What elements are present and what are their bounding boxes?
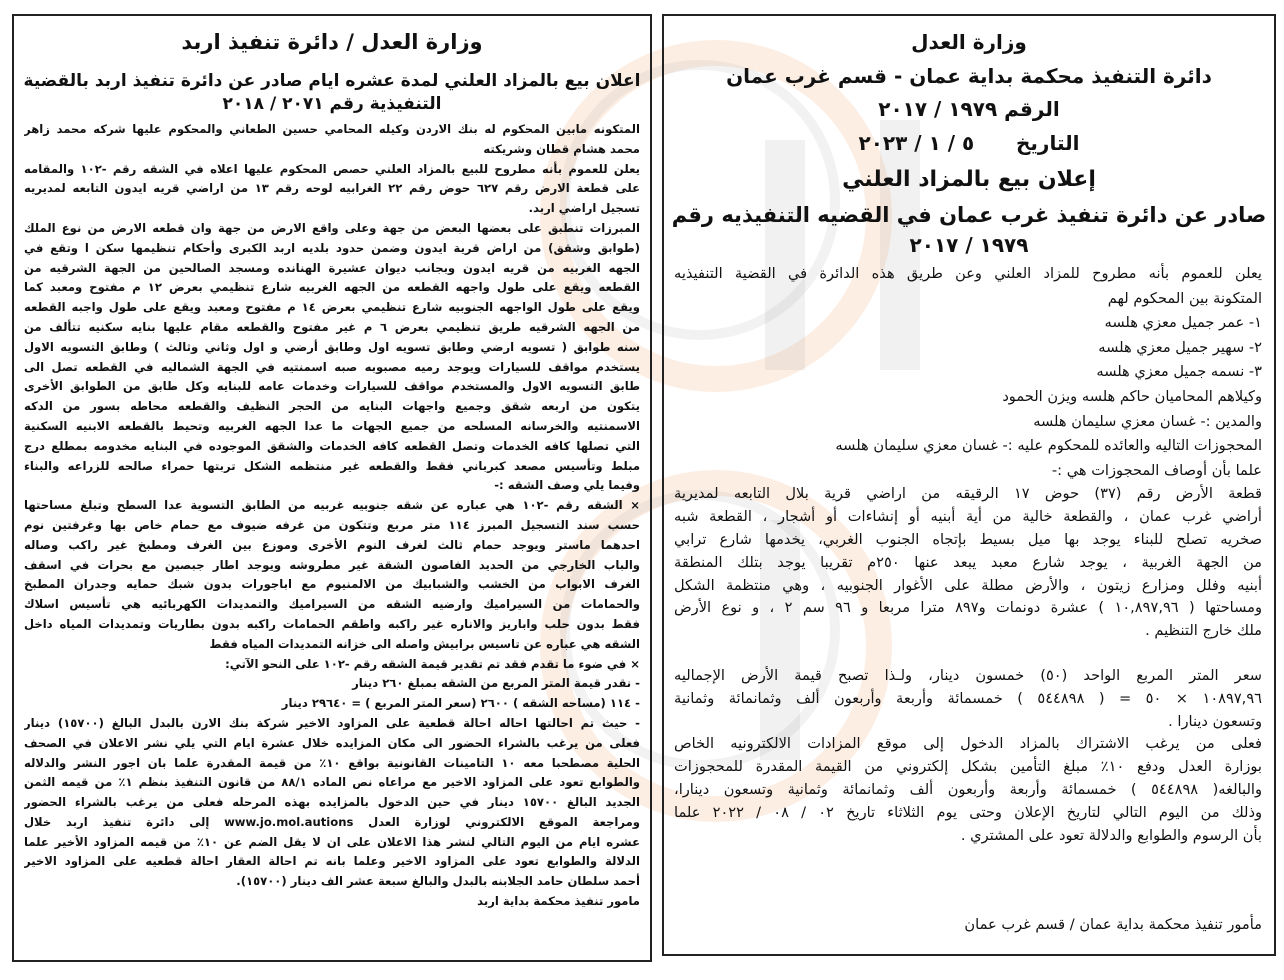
text-line: وتسعون دينارا . <box>1168 712 1262 730</box>
text-line: طابق التسويه الاول والمستخدم مواقف للسيارات وخدمات عامه للبنايه وكل طابق من الطوابق الأخرى <box>24 379 640 394</box>
paragraph <box>674 483 1262 643</box>
left-notice-title: وزارة العدل / دائرة تنفيذ اربد <box>181 30 483 54</box>
ministry-heading: وزارة العدل <box>911 30 1027 54</box>
text-line: يستخدم مواقف للسيارات ويوجد رميه مصبوبه صبه اسمنتيه في الجهة الشماليه في القطعه تصل الى <box>24 359 640 374</box>
text-line: الدلالة والطوابع تعود على المزاود الاخير وعلما بانه تم احالة العقار احالة قطعيه على المزاود الاخير <box>24 854 640 869</box>
text-line: المبرزات تنطبق على بعضها البعض من جهة وعلى واقع الارض من جهة وان قطعه الارض من نوع الملك <box>24 220 640 235</box>
text-line: التي تصلها كافه الخدمات وتصل القطعه كافه الخدمات والشقق الموجوده في البنايه مخدومه بمطلع درج <box>24 438 640 453</box>
paragraph <box>24 160 640 219</box>
text-line: قطعة الأرض رقم (٣٧) حوض ١٧ الرقيقه من اراضي قرية بلال التابعه لمديرية <box>674 485 1262 503</box>
paragraph <box>674 336 1262 361</box>
text-line: صخريه تصلح للبناء يوجد بها ميل بسيط بإتجاه الجنوب الغربي، يخدمها شارع ترابي <box>674 530 1262 548</box>
text-line: × في ضوء ما تقدم فقد تم تقدير قيمة الشقه رقم -١٠٢ على النحو الآتي: <box>225 656 640 671</box>
paragraph <box>674 434 1262 459</box>
left-notice-subtitle-line: اعلان بيع بالمزاد العلني لمدة عشره ايام صادر عن دائرة تنفيذ اربد بالقضية <box>23 71 641 91</box>
text-line: (طوابق وشقق) من اراض قرية ايدون وضمن حدود بلديه اربد الكبرى وأحكام تنظيمها سكن ا وتقع في <box>24 240 640 255</box>
text-line: القطعه ويقع على طول واجهه القطعه من الجهه الغربيه شارع تنظيمي بعرض ١٢ م مفتوح ومعبد كما <box>24 280 640 295</box>
text-line: ومراجعة الموقع الالكتروني لوزارة العدل www.jo.mol.autions إلى دائرة تنفيذ اربد خلال <box>24 814 640 829</box>
text-line: عشره ايام من اليوم التالي لنشر هذا الاعلان على ان لا يقل الضم عن ١٠٪ من قيمه المزاود الأخير علما <box>24 834 640 849</box>
text-line: بوزارة العدل ودفع ١٠٪ مبلغ التأمين بشكل إلكتروني من القيمة المقدرة للمحجوزات <box>674 758 1262 776</box>
text-line: المحجوزات التاليه والعائده للمحكوم عليه :- غسان معزي سليمان هلسه <box>835 437 1262 455</box>
text-line: الحلية مصطحبا معه ١٠ التامينات القانونية بواقع ١٠٪ من قيمة المقدرة علما بان اجور النشر والدلاله <box>24 755 640 770</box>
text-line: أحمد سلطان حامد الجلابنه بالبدل والبالغ سبعة عشر الف دينار (١٥٧٠٠). <box>236 874 640 889</box>
text-line: أراضي غرب عمان ، والقطعة خالية من أية أبنيه أو إنشاءات أو أشجار ، القطعة شبه <box>674 508 1262 526</box>
text-line: حسب سند التسجيل المبرز ١١٤ متر مربع وتتكون من غرفه ضيوف مع حمام خاص بها وغرفتين نوم <box>24 517 640 532</box>
text-line: فقط بدون حلب واباريز والاناره غير راكبه واطقم الحمامات راكبه بدون بطاريات وتمديدات المياه داخل <box>24 616 640 631</box>
text-line: وفيما يلي وصف الشقه :- <box>494 478 640 493</box>
right-notice-body <box>664 262 1274 847</box>
department-heading: دائرة التنفيذ محكمة بداية عمان - قسم غرب عمان <box>726 63 1212 88</box>
text-line: - ١١٤ (مساحه الشقه ) ٢٦٠٠ (سعر المتر المربع ) = ٢٩٦٤٠ دينار <box>281 696 640 711</box>
paragraph <box>674 262 1262 311</box>
text-line: أبنيه وفلل ومزارع زيتون ، والأرض مطلة على الأغوار الجنوبيه ، وهي منتظمة الشكل <box>674 576 1262 594</box>
text-line: من الجهه الشرقيه طريق تنظيمي بعرض ٦ م غير مفتوح والقطعه مقام عليها بنايه سكنيه تتألف من <box>24 319 640 334</box>
text-line: من الجهة الغربية ، يوجد شارع معبد يبعد عنها ٢٥٠م تقريبا يوجد بتلك المنطقة <box>674 553 1262 571</box>
paragraph <box>24 219 640 496</box>
paragraph-gap <box>674 643 1262 665</box>
text-line: الغرف الابواب من الخشب والشبابيك من الالمنيوم مع اباجورات بدون شبك حمايه وجدران المطبخ <box>24 577 640 592</box>
text-line: ٢- سهير جميل معزي هلسه <box>1098 338 1262 356</box>
text-line: وذلك من اليوم التالي لتاريخ الإعلان وحتى يوم الثلاثاء تاريخ ٠٢ / ٠٨ / ٢٠٢٢ علما <box>674 803 1262 821</box>
right-notice-west-amman <box>662 14 1276 956</box>
paragraph <box>674 459 1262 484</box>
text-line: تسجيل اراضي اربد. <box>528 201 640 216</box>
text-line: ملك خارج التنظيم . <box>1145 622 1262 640</box>
left-notice-irbid <box>12 14 652 962</box>
text-line: علما بأن أوصاف المحجوزات هي :- <box>1051 461 1262 479</box>
text-line: ٣- نسمه جميل معزي هلسه <box>1096 363 1262 381</box>
text-line: المتكونه مابين المحكوم له بنك الاردن وكيله المحامي حسين الطعاني والمحكوم عليها شركه محمد زاهر <box>24 122 640 136</box>
paragraph <box>24 714 640 892</box>
text-line: الجهه الغربيه من قريه ايدون وبجانب ديوان عشيرة الهنانده ومسجد الصالحين من الجهة الشرقيه من <box>24 260 640 275</box>
text-line: الاسمنتيه والخرسانه المسلحه من جميع الجهات ما عدا الجهه الغربيه وتحيط بالقطعه الابنيه السكنية <box>24 418 640 433</box>
text-line: الشقه هي عباره عن تاسيس برابيش واصله الى خزانه التمديدات المياه فقط <box>209 636 640 651</box>
paragraph <box>674 385 1262 410</box>
left-notice-body <box>14 120 650 912</box>
text-line: ومساحتها ( ١٠,٨٩٧,٩٦ ) عشرة دونمات و٨٩٧ مترا مربعا و ٩٦ سم ٢ ، و نوع الأرض <box>674 599 1262 617</box>
text-line: يعلن للعموم بأنه مطروح للبيع بالمزاد العلني حصص المحكوم عليها اعلاه في الشقه رقم -١٠٢ والمقامه <box>24 161 640 176</box>
reference-number: الرقم ١٩٧٩ / ٢٠١٧ <box>878 97 1060 121</box>
paragraph <box>24 674 640 694</box>
notice-date: التاريخ ٥ / ١ / ٢٠٢٣ <box>858 130 1080 155</box>
signature-line: مأمور تنفيذ محكمة بداية عمان / قسم غرب عمان <box>964 916 1262 933</box>
text-line: ويقع على طول الواجهه الجنوبيه شارع تنظيمي بعرض ١٤ م مفتوح ومعبد ويقع على طول واجبه القطعه <box>24 300 640 315</box>
text-line: والطوابع تعود على المزاود الاخير مع مراعاه نص الماده ٨٨/١ من قانون التنفيذ بنظم ١٪ من قيمه الثمن <box>24 775 640 790</box>
text-line: وكيلاهم المحاميان حاكم هلسه ويزن الحمود <box>1002 387 1262 405</box>
text-line: المتكونة بين المحكوم لهم <box>1107 289 1262 307</box>
text-line: - حيث تم احالتها احاله احالة قطعية على المزاود الاخير شركة بنك الارن بالبدل البالغ (١٥٧٠٠) دينار <box>24 715 640 730</box>
text-line: الجديد البالغ ١٥٧٠٠ دينار في حين الدخول بالمزايده بهذه المرحله فعلى من يرغب بالشراء الحضور <box>24 795 640 810</box>
text-line: ١- عمر جميل معزي هلسه <box>1104 314 1262 332</box>
text-line: والباب الخارجي من الحديد الفاصون الشقة غير مطروشه ويوجد اطار جبصين مع بحرات في اسقف <box>24 557 640 572</box>
text-line: بأن الرسوم والطوابع والدلالة تعود على المشتري . <box>960 826 1262 844</box>
paragraph <box>24 496 640 654</box>
text-line: احدهما ماستر ويوجد حمام ثالث لغرف النوم الأخرى وموزع بين الغرف ومطبخ غير راكب وصاله <box>24 537 640 552</box>
paragraph <box>674 311 1262 336</box>
paragraph <box>674 665 1262 733</box>
paragraph <box>24 892 640 912</box>
paragraph <box>24 655 640 675</box>
text-line: فعلى من يرغب بالشراء الحضور الى مكان المزايده خلال عشرة ايام التي يلي نشر الاعلان في الصحف <box>24 735 640 750</box>
issued-by-heading: صادر عن دائرة تنفيذ غرب عمان في القضيه التنفيذيه رقم <box>671 203 1267 227</box>
text-line: فعلى من يرغب الاشتراك بالمزاد الدخول إلى موقع المزادات الالكترونيه الخاص <box>674 735 1262 753</box>
text-line: محمد هشام قطان وشريكته <box>483 141 640 156</box>
paragraph <box>24 694 640 714</box>
text-line: على قطعة الارض رقم ٦٢٧ حوض رقم ٢٢ الغرابيه لوحه رقم ١٣ من اراضي قريه ايدون التابعه لمديريه <box>24 181 640 196</box>
case-number: ١٩٧٩ / ٢٠١٧ <box>909 233 1029 257</box>
paragraph <box>24 120 640 160</box>
text-line: مبلط وتأسيس مصعد كبرباني فقط والقطعه غير منتظمه الشكل تربتها حمراء صالحه للزراعه والبناء <box>24 458 640 473</box>
left-notice-case-number: التنفيذية رقم ٢٠٧١ / ٢٠١٨ <box>222 94 442 114</box>
text-line: والبالغه( ٥٤٤٨٩٨ ) خمسمائة وأربعة وأربعون ألف وثمانمائة وثمانية وتسعون دينارا، <box>674 780 1262 798</box>
text-line: - نقدر قيمة المتر المربع من الشقه بمبلغ ٢٦٠ دينار <box>352 676 640 691</box>
text-line: ١٠٨٩٧,٩٦ × ٥٠ = ( ٥٤٤٨٩٨ ) خمسمائة وأربعة وأربعون ألف وثمانمائة وثمانية <box>674 689 1262 707</box>
text-line: سنه طوابق ( تسويه ارضي وطابق تسويه اول وطابق أرضي و اول وثاني وثالث ) وطابق التسويه الاول <box>24 339 640 354</box>
text-line: مامور تنفيذ محكمة بداية اربد <box>477 894 640 909</box>
paragraph <box>674 410 1262 435</box>
text-line: سعر المتر المربع الواحد (٥٠) خمسون دينار، ولـذا تصبح قيمة الأرض الإجماليه <box>674 666 1262 684</box>
paragraph <box>674 733 1262 847</box>
announcement-title: إعلان بيع بالمزاد العلني <box>842 167 1096 192</box>
text-line: والحمامات من السيراميك وارضيه الشقه من السيراميك والتمديدات الكهربائيه هي تأسيس اسلاك <box>24 597 640 612</box>
text-line: يتكون من اربعه شقق وجميع واجهات البنايه من الحجر النظيف والقطعه محاطه بسور من الدكه <box>24 399 640 414</box>
text-line: × الشقه رقم -١٠٢ هي عباره عن شقه جنوبيه غربيه من الطابق التسوية عدا السطح وتبلغ مساحتها <box>24 498 640 513</box>
text-line: يعلن للعموم بأنه مطروح للمزاد العلني وعن طريق هذه الدائرة في القضية التنفيذيه <box>674 265 1262 282</box>
paragraph <box>674 360 1262 385</box>
text-line: والمدين :- غسان معزي سليمان هلسه <box>1033 412 1262 430</box>
